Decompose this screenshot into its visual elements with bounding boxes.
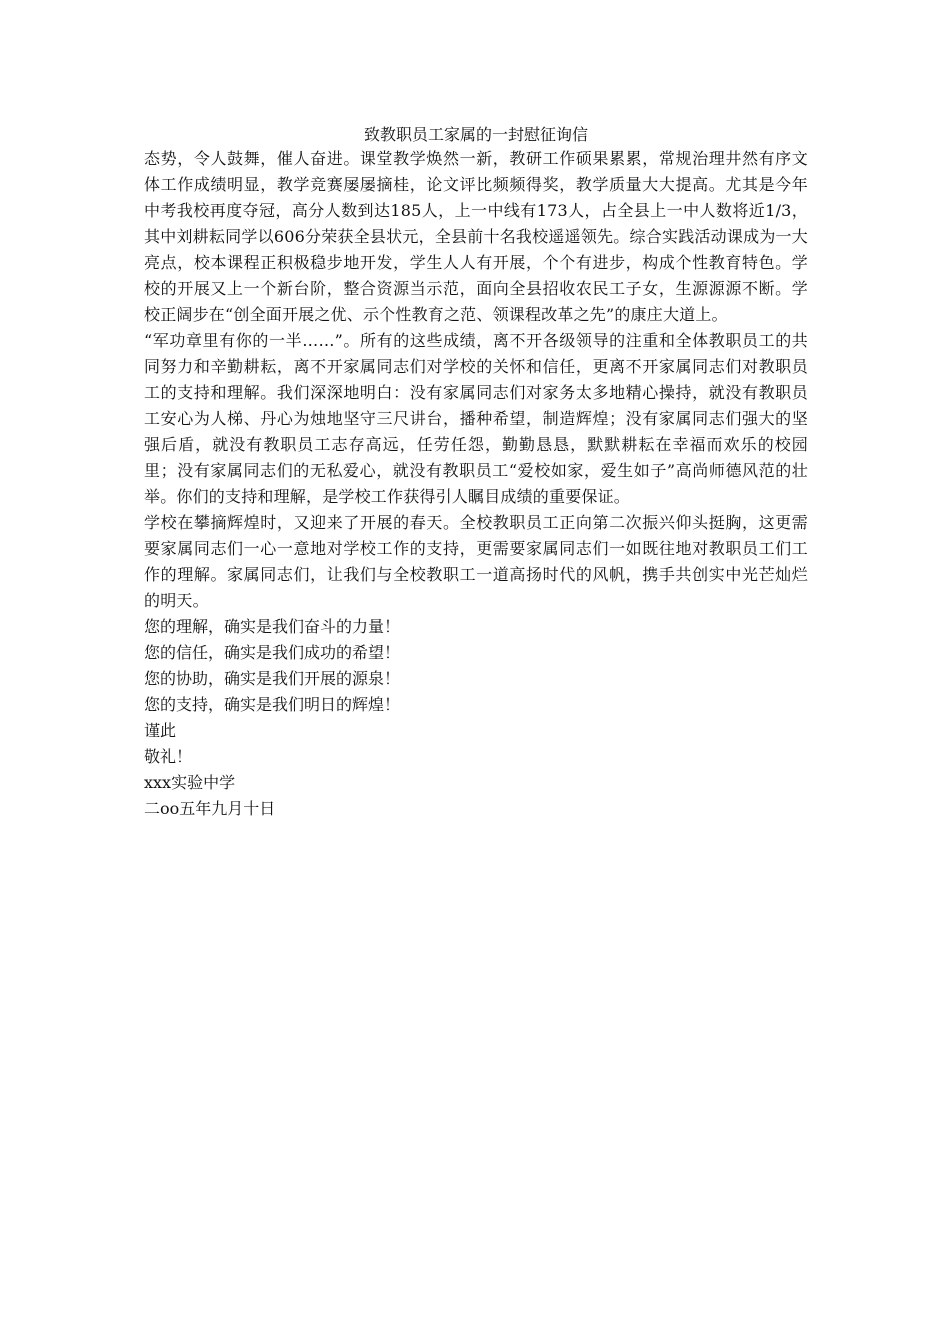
signature-date: 二oo五年九月十日 [144, 799, 276, 818]
salutation-jingli: 敬礼！ [144, 747, 193, 766]
body-paragraph-2: “军功章里有你的一半……”。所有的这些成绩，离不开各级领导的注重和全体教职员工的共同努力和辛勤耕耘，离不开家属同志们对学校的关怀和信任，更离不开家属同志们对教职员工的支持和理解。我们深深地明白：没有家属同志们对家务太多地精心操持，就没有教职员工安心为人梯、丹心为烛地坚守三尺讲台，播种希望，制造辉煌；没有家属同志们强大的坚强后盾，就没有教职员工志存高远，任劳任怨，勤勤恳恳，默默耕耘在幸福而欢乐的校园里；没有家属同志们的无私爱心，就没有教职员工“爱校如家，爱生如子”高尚师德风范的壮举。你们的支持和理解，是学校工作获得引人瞩目成绩的重要保证。 [144, 331, 808, 506]
document-page [144, 124, 808, 822]
body-paragraph-1: 态势，令人鼓舞，催人奋进。课堂教学焕然一新，教研工作硕果累累，常规治理井然有序文体工作成绩明显，教学竞赛屡屡摘桂，论文评比频频得奖，教学质量大大提高。尤其是今年中考我校再度夺冠，高分人数到达185人，上一中线有173人，占全县上一中人数将近1/3，其中刘耕耘同学以606分荣获全县状元，全县前十名我校遥遥领先。综合实践活动课成为一大亮点，校本课程正积极稳步地开发，学生人人有开展，个个有进步，构成个性教育特色。学校的开展又上一个新台阶，整合资源当示范，面向全县招收农民工子女，生源源源不断。学校正阔步在“创全面开展之优、示个性教育之范、领课程改革之先”的康庄大道上。 [144, 149, 808, 324]
body-paragraph-3: 学校在攀摘辉煌时，又迎来了开展的春天。全校教职员工正向第二次振兴仰头挺胸，这更需要家属同志们一心一意地对学校工作的支持，更需要家属同志们一如既往地对教职员工们工作的理解。家属同志们，让我们与全校教职工一道高扬时代的风帆，携手共创实中光芒灿烂的明天。 [144, 513, 808, 610]
closing-line-assistance: 您的协助，确实是我们开展的源泉！ [144, 669, 401, 688]
closing-line-trust: 您的信任，确实是我们成功的希望！ [144, 643, 401, 662]
closing-line-support: 您的支持，确实是我们明日的辉煌！ [144, 695, 401, 714]
salutation-jinci: 谨此 [144, 721, 177, 740]
document-title: 致教职员工家属的一封慰征询信 [363, 125, 588, 144]
signature-school: xxx实验中学 [144, 773, 236, 792]
closing-line-understanding: 您的理解，确实是我们奋斗的力量！ [144, 617, 401, 636]
